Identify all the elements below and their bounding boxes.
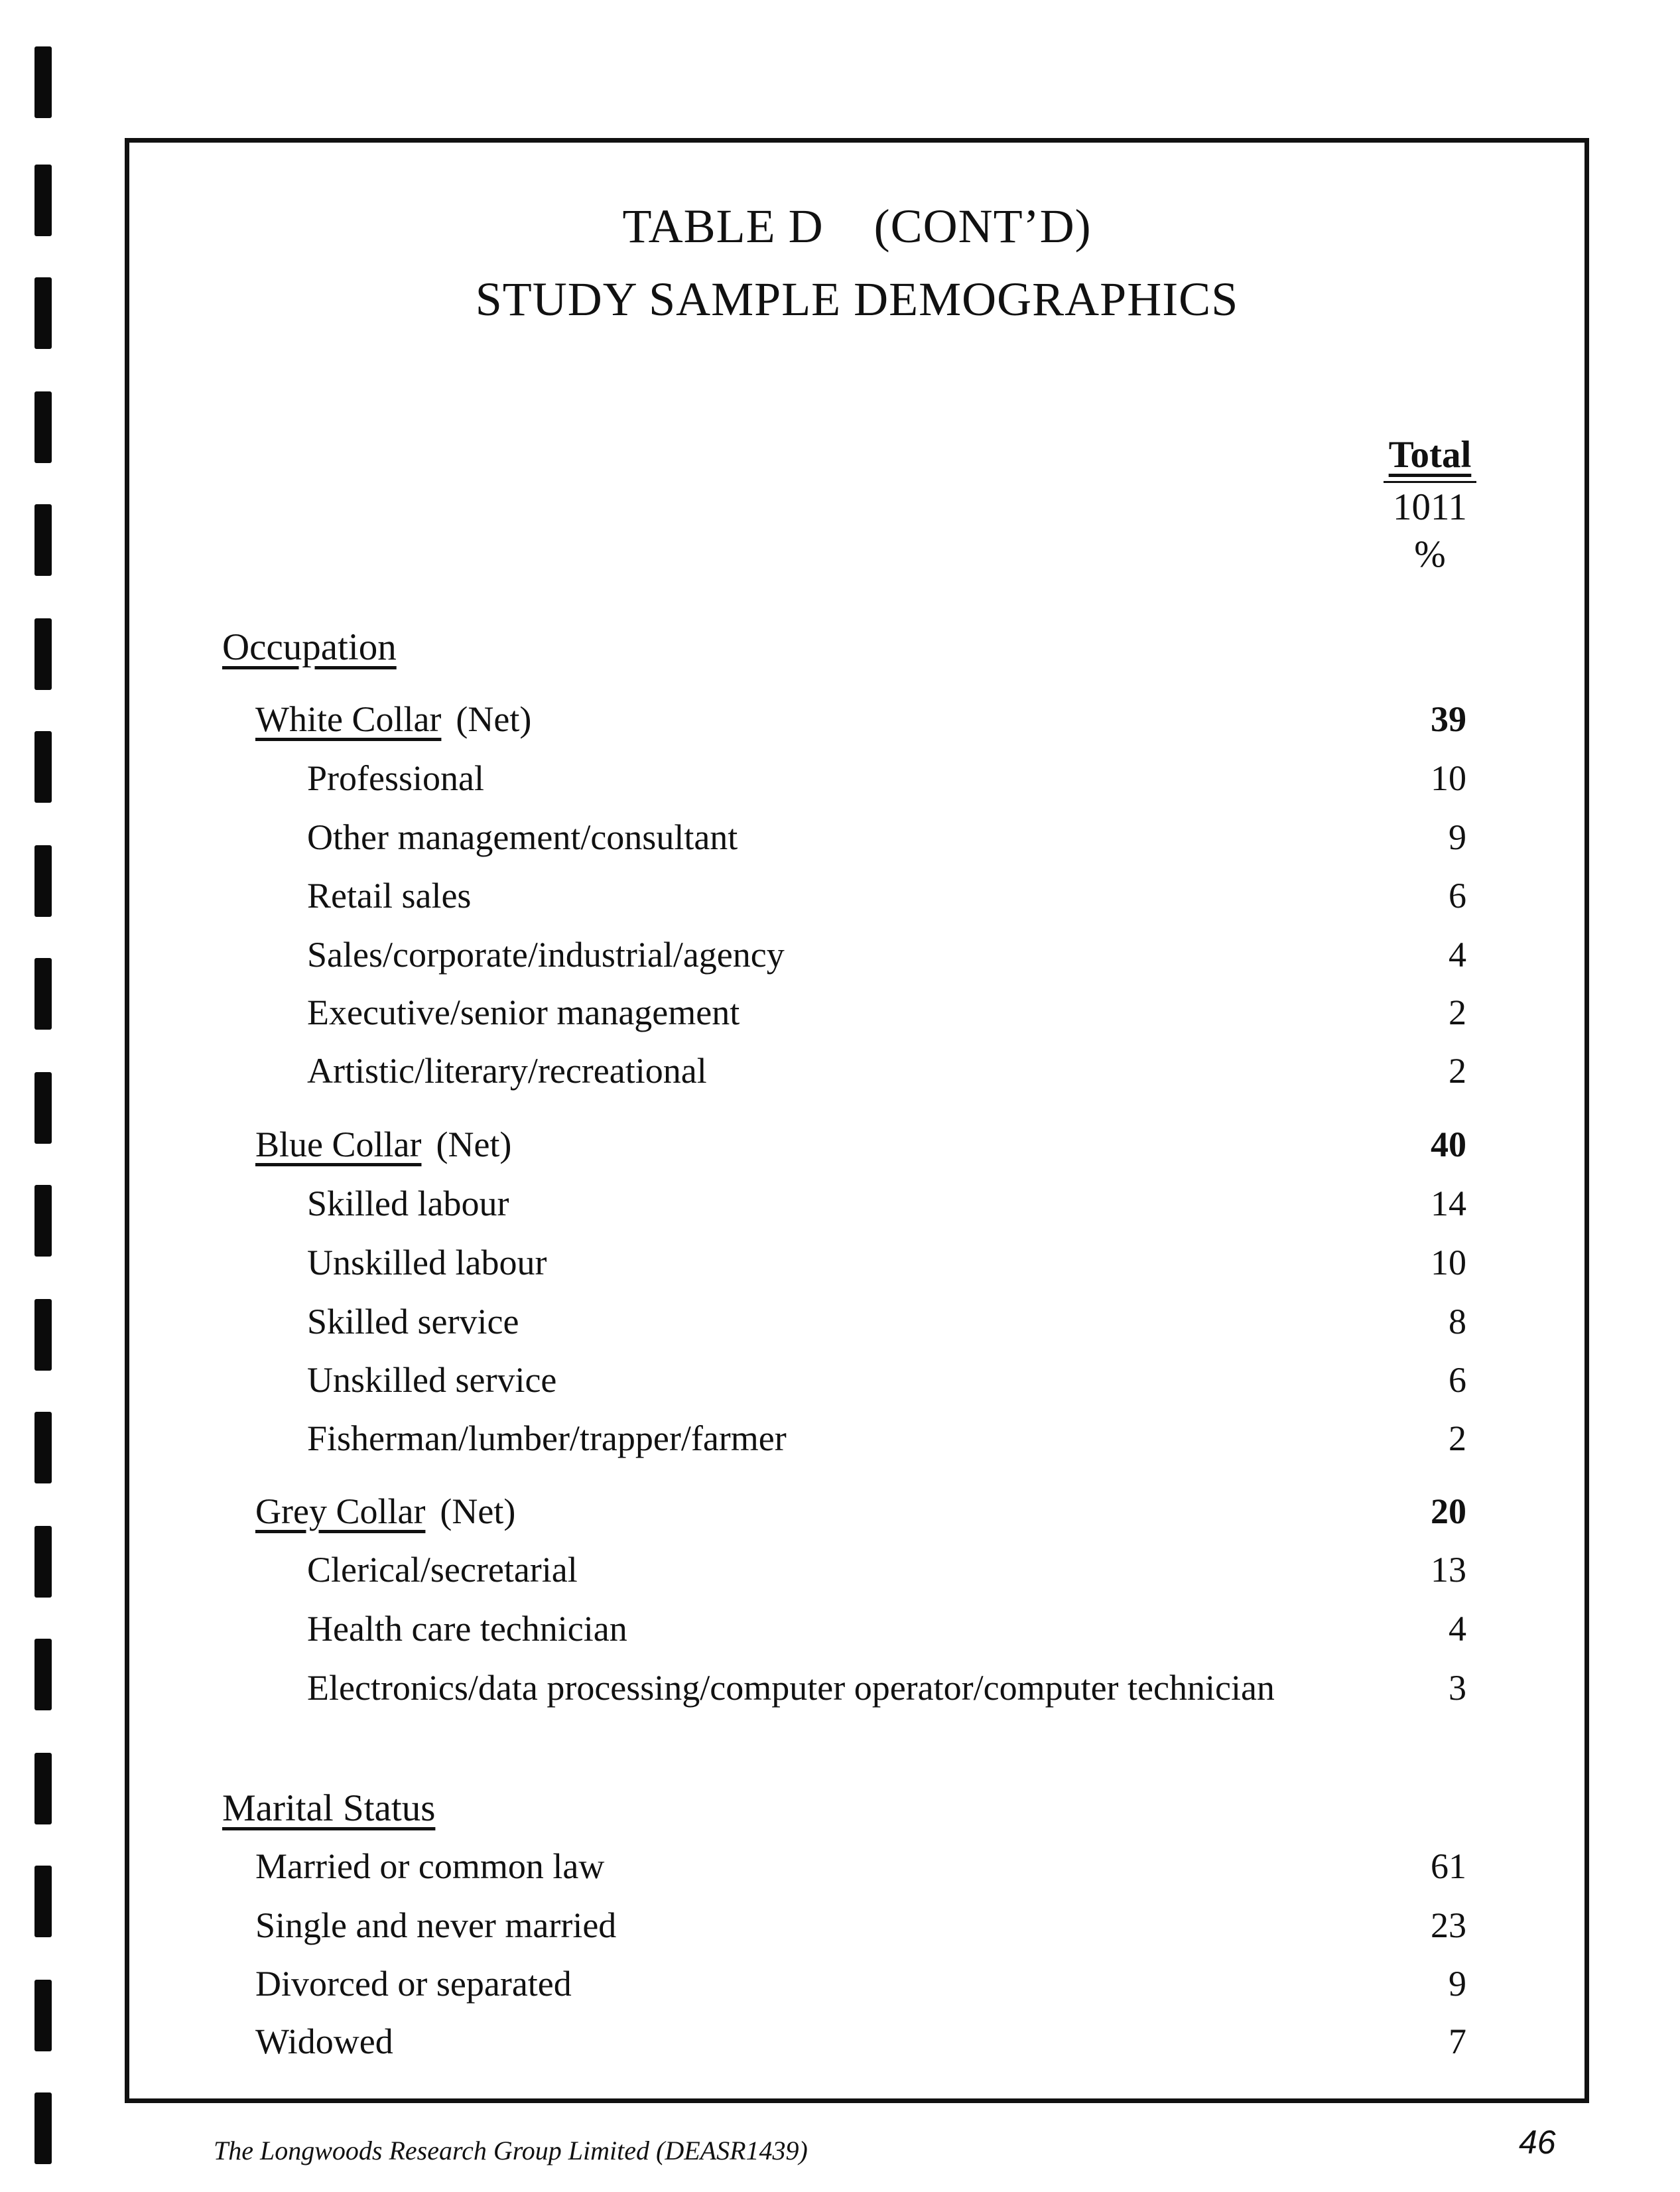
net-row-value: 40 bbox=[1431, 1125, 1466, 1164]
table-row bbox=[129, 1846, 1584, 1892]
net-suffix: (Net) bbox=[436, 1125, 512, 1164]
table-row bbox=[129, 758, 1584, 804]
net-row-label bbox=[255, 699, 531, 740]
row-value: 4 bbox=[1449, 935, 1466, 975]
row-label: Other management/consultant bbox=[307, 817, 738, 857]
page-number: 46 bbox=[1519, 2124, 1556, 2161]
binder-holes bbox=[34, 46, 54, 2169]
binder-hole bbox=[34, 1639, 52, 1710]
section-heading-marital-status: Marital Status bbox=[222, 1787, 436, 1829]
row-label: Retail sales bbox=[307, 876, 472, 916]
binder-hole bbox=[34, 1526, 52, 1598]
row-label: Unskilled labour bbox=[307, 1243, 547, 1282]
net-row-blue-collar bbox=[129, 1124, 1584, 1170]
net-row-value: 39 bbox=[1431, 699, 1466, 739]
table-row bbox=[129, 1242, 1584, 1288]
column-base-count: 1011 bbox=[1384, 481, 1476, 529]
row-label: Skilled service bbox=[307, 1302, 519, 1341]
row-value: 10 bbox=[1431, 758, 1466, 798]
row-label: Unskilled service bbox=[307, 1360, 557, 1400]
binder-hole bbox=[34, 618, 52, 690]
table-subtitle: STUDY SAMPLE DEMOGRAPHICS bbox=[475, 273, 1239, 326]
row-label: Married or common law bbox=[255, 1846, 605, 1886]
row-label: Artistic/literary/recreational bbox=[307, 1051, 707, 1091]
binder-hole bbox=[34, 391, 52, 463]
row-value: 14 bbox=[1431, 1184, 1466, 1223]
row-label: Fisherman/lumber/trapper/farmer bbox=[307, 1418, 787, 1458]
binder-hole bbox=[34, 1412, 52, 1483]
net-row-value: 20 bbox=[1431, 1491, 1466, 1531]
binder-hole bbox=[34, 2092, 52, 2164]
net-row-grey-collar bbox=[129, 1491, 1584, 1537]
net-name: Grey Collar bbox=[255, 1491, 426, 1531]
binder-hole bbox=[34, 1980, 52, 2051]
binder-hole bbox=[34, 845, 52, 917]
row-value: 23 bbox=[1431, 1905, 1466, 1945]
table-row bbox=[129, 2021, 1584, 2067]
net-name: Blue Collar bbox=[255, 1125, 422, 1164]
net-name: White Collar bbox=[255, 699, 442, 739]
table-row bbox=[129, 934, 1584, 981]
row-value: 8 bbox=[1449, 1302, 1466, 1341]
row-value: 9 bbox=[1449, 817, 1466, 857]
binder-hole bbox=[34, 46, 52, 118]
row-value: 2 bbox=[1449, 1418, 1466, 1458]
row-value: 9 bbox=[1449, 1964, 1466, 2004]
table-frame bbox=[125, 138, 1589, 2103]
row-value: 61 bbox=[1431, 1846, 1466, 1886]
row-value: 10 bbox=[1431, 1243, 1466, 1282]
table-row bbox=[129, 1963, 1584, 2010]
binder-hole bbox=[34, 1866, 52, 1937]
binder-hole bbox=[34, 1072, 52, 1144]
table-title: TABLE D (CONT’D) bbox=[622, 200, 1092, 253]
net-row-white-collar bbox=[129, 699, 1584, 745]
column-header-total: Total bbox=[1388, 434, 1472, 476]
row-label: Professional bbox=[307, 758, 484, 798]
binder-hole bbox=[34, 277, 52, 349]
row-label: Electronics/data processing/computer operator/computer technician bbox=[307, 1668, 1275, 1708]
row-value: 3 bbox=[1449, 1668, 1466, 1708]
table-row bbox=[129, 1549, 1584, 1596]
table-row bbox=[129, 1183, 1584, 1229]
binder-hole bbox=[34, 1753, 52, 1824]
row-label: Clerical/secretarial bbox=[307, 1550, 578, 1590]
row-label: Sales/corporate/industrial/agency bbox=[307, 935, 785, 975]
section-heading-occupation: Occupation bbox=[222, 626, 397, 668]
row-label: Widowed bbox=[255, 2021, 393, 2061]
table-row bbox=[129, 1359, 1584, 1406]
row-value: 4 bbox=[1449, 1609, 1466, 1649]
net-suffix: (Net) bbox=[440, 1491, 516, 1531]
column-unit: % bbox=[1414, 533, 1446, 575]
row-value: 7 bbox=[1449, 2021, 1466, 2061]
table-row bbox=[129, 1301, 1584, 1347]
table-row bbox=[129, 992, 1584, 1038]
row-label: Skilled labour bbox=[307, 1184, 509, 1223]
table-row bbox=[129, 1905, 1584, 1951]
net-suffix: (Net) bbox=[456, 699, 532, 739]
net-row-label bbox=[255, 1491, 515, 1532]
binder-hole bbox=[34, 504, 52, 576]
table-row bbox=[129, 1418, 1584, 1464]
footer-source: The Longwoods Research Group Limited (DEASR1439) bbox=[214, 2136, 808, 2165]
binder-hole bbox=[34, 1185, 52, 1257]
row-value: 6 bbox=[1449, 876, 1466, 916]
row-label: Divorced or separated bbox=[255, 1964, 572, 2004]
table-row bbox=[129, 1608, 1584, 1655]
table-row bbox=[129, 1667, 1584, 1714]
table-row bbox=[129, 875, 1584, 922]
binder-hole bbox=[34, 958, 52, 1030]
row-value: 2 bbox=[1449, 993, 1466, 1032]
row-value: 13 bbox=[1431, 1550, 1466, 1590]
row-label: Single and never married bbox=[255, 1905, 617, 1945]
row-label: Executive/senior management bbox=[307, 993, 740, 1032]
binder-hole bbox=[34, 731, 52, 803]
table-row bbox=[129, 1050, 1584, 1097]
binder-hole bbox=[34, 165, 52, 236]
binder-hole bbox=[34, 1299, 52, 1371]
row-value: 2 bbox=[1449, 1051, 1466, 1091]
row-value: 6 bbox=[1449, 1360, 1466, 1400]
net-row-label bbox=[255, 1124, 511, 1165]
table-row bbox=[129, 817, 1584, 863]
row-label: Health care technician bbox=[307, 1609, 627, 1649]
